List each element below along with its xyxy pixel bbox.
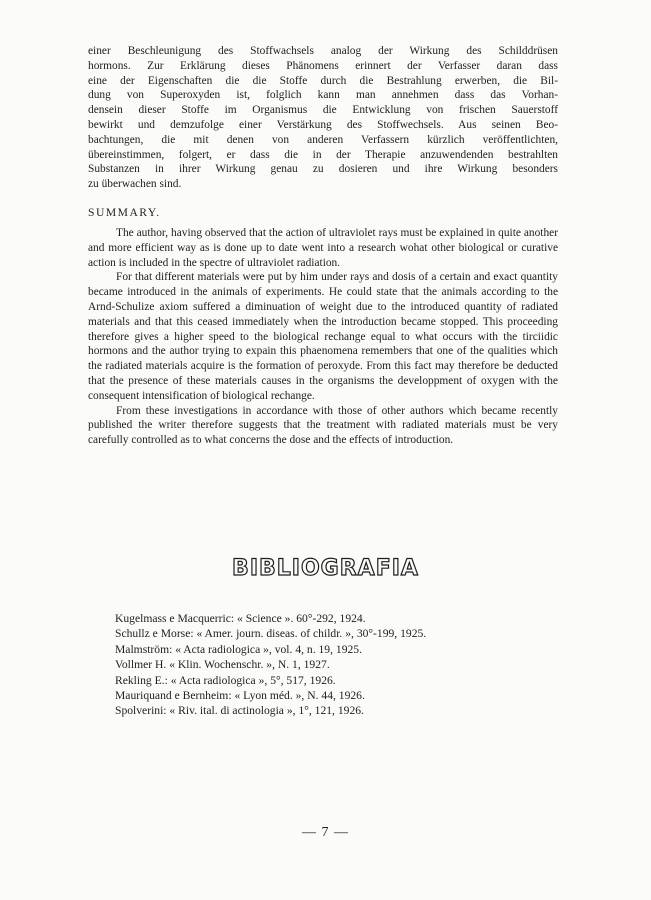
bibliography-list <box>115 611 535 719</box>
summary-paragraph: For that different materials were put by him under rays and dosis of a certain and exact quantity became introduced in the animals of experiments. He could state that the animals according to the Arnd-Schulize axiom suffered a diminuation of weight due to the introduced quantity of radiated materials and that this ceased immediately when the introduction became stopped. This proceeding therefore gives a higher speed to the biological rechange equal to what occurs with the tirciidic hormons and the author trying to expain this phaenomena remembers that one of the qualities which the radiated materials acquire is the formation of peroxyde. From this fact may therefore be deducted that the presence of these materials causes in the organisms the developpment of oxygen with the consequent intensification of biological rechange. <box>88 271 558 402</box>
bibliography-entry: Kugelmass e Macquerric: « Science ». 60°-292, 1924. <box>115 612 366 625</box>
text-line: Substanzen in ihrer Wirkung genau zu dosieren und ihre Wirkung besonders <box>88 163 558 176</box>
text-line: densein dieser Stoffe im Organismus die Entwicklung von frischen Sauerstoff <box>88 104 558 117</box>
text-line: eine der Eigenschaften die die Stoffe durch die Bestrahlung erwerben, die Bil- <box>88 74 558 87</box>
bibliography-entry: Rekling E.: « Acta radiologica », 5°, 517, 1926. <box>115 673 336 687</box>
summary-section <box>88 226 558 448</box>
summary-paragraph: From these investigations in accordance with those of other authors which became recently published the writer therefore suggests that the treatment with radiated materials must be very carefully controlled as to what concerns the dose and the effects of introduction. <box>88 404 558 447</box>
text-line: einer Beschleunigung des Stoffwachsels analog der Wirkung des Schilddrüsen <box>88 45 558 57</box>
bibliography-entry: Schullz e Morse: « Amer. journ. diseas. of childr. », 30°-199, 1925. <box>115 627 427 641</box>
text-line: übereinstimmen, folgert, er dass die in der Therapie anzuwendenden bestrahlten <box>88 148 558 161</box>
german-paragraph <box>88 44 558 192</box>
summary-paragraph: The author, having observed that the action of ultraviolet rays must be explained in quite another and more efficient way as is done up to date went into a research wohat other biological or curative action is included in the spectre of ultraviolet radiation. <box>88 227 558 269</box>
summary-heading: SUMMARY. <box>88 206 161 219</box>
bibliography-entry: Malmström: « Acta radiologica », vol. 4, n. 19, 1925. <box>115 642 362 656</box>
page-number: — 7 — <box>302 825 349 840</box>
bibliography-entry: Spolverini: « Riv. ital. di actinologia », 1°, 121, 1926. <box>115 704 364 718</box>
text-line: bewirkt und demzufolge einer Verstärkung des Stoffwechsels. Aus seinen Beo- <box>88 118 558 131</box>
text-line: hormons. Zur Erklärung dieses Phänomens erinnert der Verfasser daran dass <box>88 59 558 72</box>
text-line: zu überwachen sind. <box>88 178 182 191</box>
bibliography-entry: Vollmer H. « Klin. Wochenschr. », N. 1, 1927. <box>115 658 330 672</box>
text-line: bachtungen, die mit denen von anderen Verfassern kürzlich veröffentlichten, <box>88 133 558 146</box>
bibliography-title: BIBLIOGRAFIA <box>232 556 419 581</box>
bibliography-entry: Mauriquand e Bernheim: « Lyon méd. », N. 44, 1926. <box>115 689 365 703</box>
text-line: dung von Superoxyden ist, folglich kann man annehmen dass das Vorhan- <box>88 89 558 102</box>
